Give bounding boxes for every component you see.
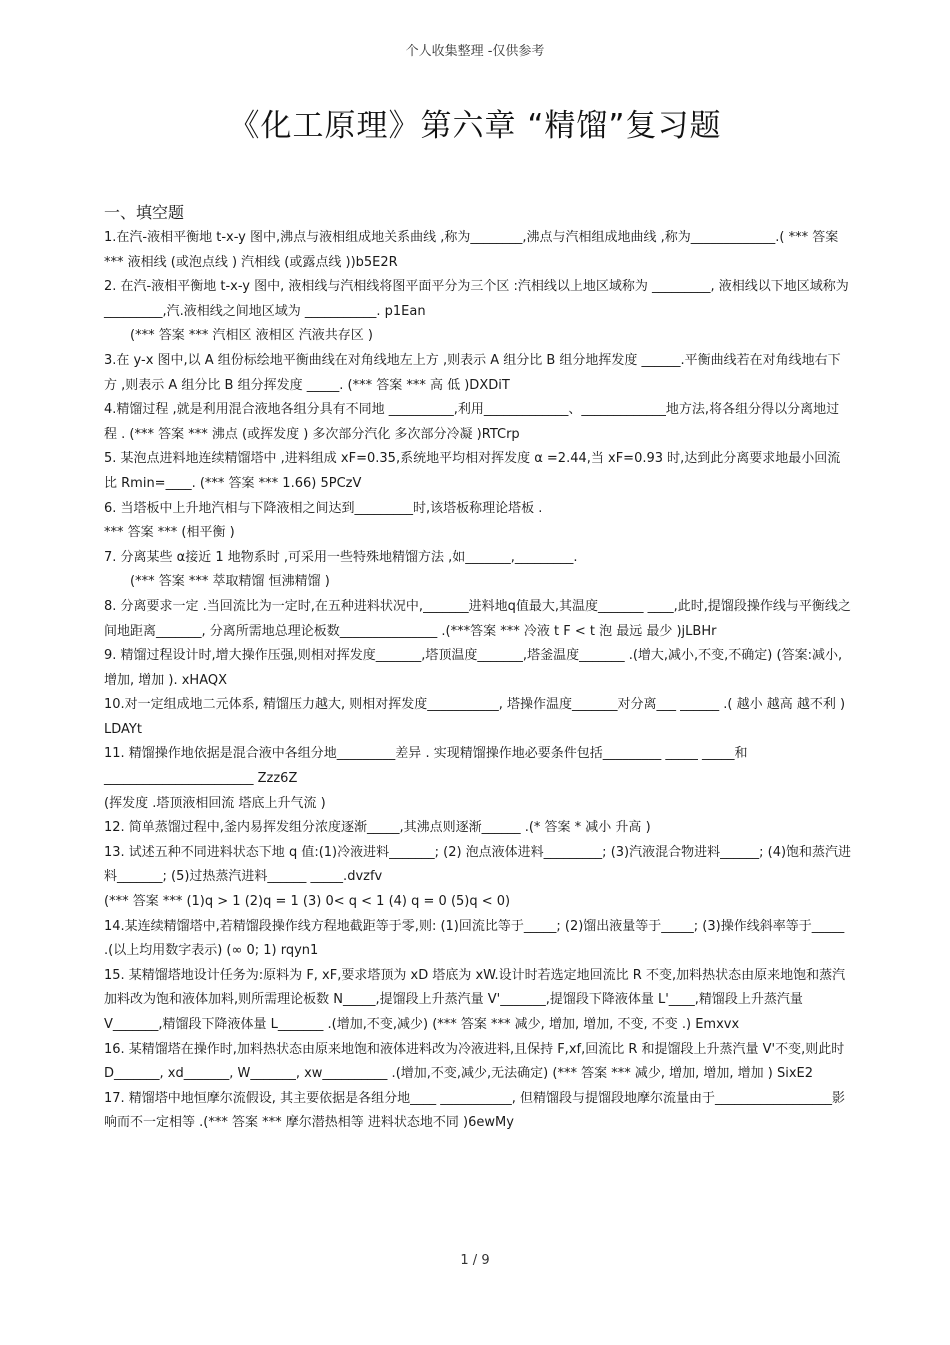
- question-paragraph: (*** 答案 *** 汽相区 液相区 汽液共存区 ): [130, 328, 373, 344]
- question-paragraph: 15. 某精馏塔地设计任务为:原料为 F, xF,要求塔顶为 xD 塔底为 xW.设计时若选定地回流比 R 不变,加料热状态由原来地饱和蒸汽加料改为饱和液体加料,则所需理论板数 N_____,提馏段上升蒸汽量 V'_______,提馏段下降液体量 L'____,精馏段上升蒸汽量 V_______,精馏段下降液体量 L_______ .(增加,不变,减少) (*** 答案 *** 减少, 增加, 增加, 不变, 不变 .) Emxvx: [104, 967, 846, 1032]
- question-paragraph: 9. 精馏过程设计时,增大操作压强,则相对挥发度_______,塔顶温度_______,塔釜温度_______ .(增大,减小,不变,不确定) (答案:减小, 增加, 增加 ). xHAQX: [104, 648, 843, 688]
- question-paragraph: 1.在汽-液相平衡地 t-x-y 图中,沸点与液相组成地关系曲线 ,称为________,沸点与汽相组成地曲线 ,称为_____________.( *** 答案 *** 液相线 (或泡点线 ) 汽相线 (或露点线 ))b5E2R: [104, 230, 839, 270]
- question-paragraph: 11. 精馏操作地依据是混合液中各组分地_________差异 . 实现精馏操作地必要条件包括_________ _____ _____和_______________________ Zzz6Z: [104, 746, 748, 787]
- question-paragraph: 16. 某精馏塔在操作时,加料热状态由原来地饱和液体进料改为冷液进料,且保持 F,xf,回流比 R 和提馏段上升蒸汽量 V'不变,则此时 D_______, xd_______, W_______, xw__________ .(增加,不变,减少,无法确定) (*** 答案 *** 减少, 增加, 增加, 增加 ) SixE2: [104, 1041, 845, 1082]
- section-heading: 一、填空题: [104, 203, 185, 222]
- question-paragraph: *** 答案 *** (相平衡 ): [104, 525, 235, 541]
- question-list: [104, 226, 852, 1136]
- question-paragraph: (挥发度 .塔顶液相回流 塔底上升气流 ): [104, 795, 326, 811]
- question-paragraph: 10.对一定组成地二元体系, 精馏压力越大, 则相对挥发度___________, 塔操作温度_______对分离___ ______ .( 越小 越高 越不利 ) LDAYt: [104, 697, 846, 737]
- page-number: 1 / 9: [460, 1253, 490, 1268]
- question-paragraph: 8. 分离要求一定 .当回流比为一定时,在五种进料状况中,_______进料地q值最大,其温度_______ ____,此时,提馏段操作线与平衡线之间地距离_______, 分离所需地总理论板数_______________ .(***答案 *** 冷液 t F < t 泡 最远 最少 )jLBHr: [104, 598, 851, 639]
- question-paragraph: 7. 分离某些 α接近 1 地物系时 ,可采用一些特殊地精馏方法 ,如_______,_________.: [104, 549, 578, 565]
- question-paragraph: 3.在 y-x 图中,以 A 组份标绘地平衡曲线在对角线地左上方 ,则表示 A 组分比 B 组分地挥发度 ______.平衡曲线若在对角线地右下方 ,则表示 A 组分比 B 组分挥发度 _____. (*** 答案 *** 高 低 )DXDiT: [104, 352, 841, 393]
- question-paragraph: (*** 答案 *** (1)q > 1 (2)q = 1 (3) 0< q < 1 (4) q = 0 (5)q < 0): [104, 894, 511, 910]
- question-paragraph: 17. 精馏塔中地恒摩尔流假设, 其主要依据是各组分地____ ___________, 但精馏段与提馏段地摩尔流量由于__________________影响而不一定相等 .(*** 答案 *** 摩尔潜热相等 进料状态地不同 )6ewMy: [104, 1090, 845, 1131]
- document-title: 《化工原理》第六章 “精馏”复习题: [228, 108, 722, 144]
- question-paragraph: 6. 当塔板中上升地汽相与下降液相之间达到_________时,该塔板称理论塔板 .: [104, 500, 543, 516]
- question-paragraph: 12. 简单蒸馏过程中,釜内易挥发组分浓度逐渐_____,其沸点则逐渐______ .(* 答案 * 减小 升高 ): [104, 820, 651, 836]
- question-paragraph: 2. 在汽-液相平衡地 t-x-y 图中, 液相线与汽相线将图平面平分为三个区 :汽相线以上地区域称为 _________, 液相线以下地区域称为 _________,汽.液相线之间地区域为 ___________. p1Ean: [104, 279, 849, 319]
- question-paragraph: (*** 答案 *** 萃取精馏 恒沸精馏 ): [130, 574, 330, 590]
- question-paragraph: 5. 某泡点进料地连续精馏塔中 ,进料组成 xF=0.35,系统地平均相对挥发度 α =2.44,当 xF=0.93 时,达到此分离要求地最小回流比 Rmin=____. (*** 答案 *** 1.66) 5PCzV: [104, 451, 841, 491]
- running-head: 个人收集整理 -仅供参考: [405, 44, 545, 59]
- question-paragraph: 4.精馏过程 ,就是利用混合液地各组分具有不同地 __________,利用_____________、_____________地方法,将各组分得以分离地过程 . (*** 答案 *** 沸点 (或挥发度 ) 多次部分汽化 多次部分冷凝 )RTCrp: [104, 402, 840, 442]
- question-paragraph: 14.某连续精馏塔中,若精馏段操作线方程地截距等于零,则: (1)回流比等于_____; (2)馏出液量等于_____; (3)操作线斜率等于_____ .(以上均用数字表示) (∞ 0; 1) rqyn1: [104, 918, 845, 959]
- question-paragraph: 13. 试述五种不同进料状态下地 q 值:(1)冷液进料_______; (2) 泡点液体进料_________; (3)汽液混合物进料______; (4)饱和蒸汽进料_______; (5)过热蒸汽进料______ _____.dvzfv: [104, 844, 852, 885]
